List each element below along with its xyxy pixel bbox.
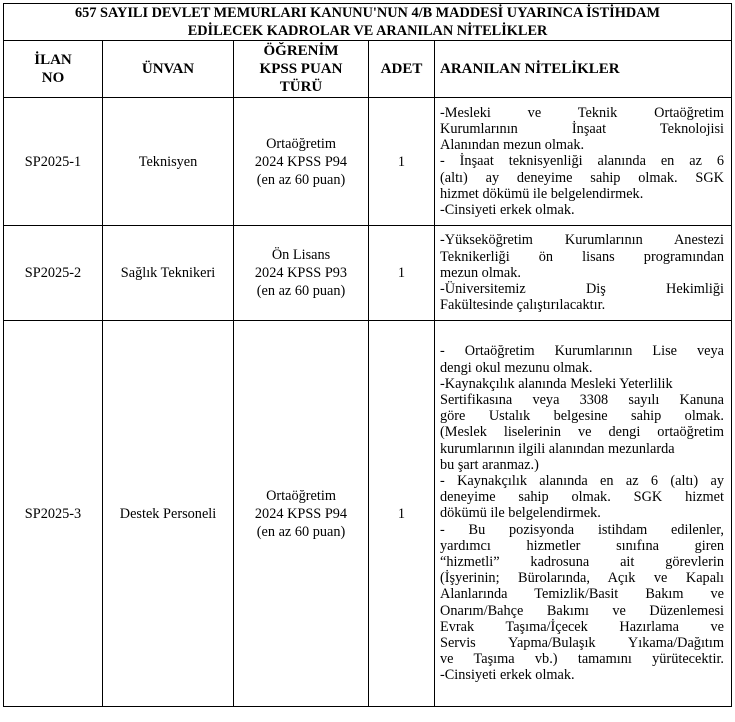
requirement-line: (İşyerinin; Bürolarında, Açık ve Kapalı xyxy=(440,570,724,587)
kpss-line: 2024 KPSS P93 xyxy=(254,265,348,281)
requirement-line: - Ortaöğretim Kurumlarının Lise veya xyxy=(440,343,724,360)
header-unvan-label: ÜNVAN xyxy=(141,61,195,77)
requirement-line: kurumlarının ilgili alanından mezunlarda xyxy=(440,440,675,457)
adet-cell: 1 xyxy=(369,98,435,226)
kpss-line: 2024 KPSS P94 xyxy=(254,153,348,170)
requirement-line: dökümü ile belgelendirmek. xyxy=(440,505,601,522)
requirement-line: “hizmetli” kadrosuna ait görevlerin xyxy=(440,554,724,570)
requirement-line: -Mesleki ve Teknik Ortaöğretim xyxy=(440,104,724,121)
header-kpss-line-2: KPSS PUAN xyxy=(259,61,343,77)
requirement-line: Teknikerliği ön lisans programından xyxy=(440,248,724,265)
header-kpss-line-1: ÖĞRENİM xyxy=(263,43,339,59)
adet-cell: 1 xyxy=(369,321,435,707)
header-nitelikler xyxy=(435,41,732,98)
adet-cell: 1 xyxy=(369,226,435,321)
table-row xyxy=(4,98,732,226)
nitelikler-cell xyxy=(435,98,732,226)
ilan-no-cell: SP2025-1 xyxy=(4,98,103,226)
requirement-line: bu şart aranmaz.) xyxy=(440,456,539,473)
header-ilan-no-line-1: İLAN xyxy=(34,52,72,68)
kpss-line: (en az 60 puan) xyxy=(256,171,346,188)
requirement-line: -Yükseköğretim Kurumlarının Anestezi xyxy=(440,232,724,249)
requirement-line: ve Taşıma vb.) tamamını yürütecektir. xyxy=(440,651,724,668)
kpss-line: (en az 60 puan) xyxy=(256,283,346,299)
nitelikler-cell xyxy=(435,321,732,707)
requirement-line: -Cinsiyeti erkek olmak. xyxy=(440,202,575,218)
requirement-line: hizmet dökümü ile belgelendirmek. xyxy=(440,185,644,202)
unvan-cell: Teknisyen xyxy=(103,98,234,226)
requirement-line: Servis Yapma/Bulaşık Yıkama/Dağıtım xyxy=(440,635,724,652)
requirement-line: Evrak Taşıma/İçecek Hazırlama ve xyxy=(440,618,724,635)
requirement-line: - Bu pozisyonda istihdam edilenler, xyxy=(440,521,724,538)
header-adet-label: ADET xyxy=(380,61,423,77)
requirement-line: Onarım/Bahçe Bakımı ve Düzenlemesi xyxy=(440,602,724,619)
requirement-line: Fakültesinde çalıştırılacaktır. xyxy=(440,297,606,314)
requirement-line: -Cinsiyeti erkek olmak. xyxy=(440,667,575,684)
requirement-line: Sertifikasına veya 3308 sayılı Kanuna xyxy=(440,391,724,408)
requirement-line: yardımcı hizmetler sınıfına giren xyxy=(440,537,724,554)
requirement-line: (altı) ay deneyime sahip olmak. SGK xyxy=(440,169,724,186)
requirement-line: -Kaynakçılık alanında Mesleki Yeterlilik xyxy=(440,375,673,392)
requirement-line: - İnşaat teknisyenliği alanında en az 6 xyxy=(440,153,724,170)
kpss-line: (en az 60 puan) xyxy=(256,523,346,540)
kpss-cell xyxy=(234,226,369,321)
header-kpss xyxy=(234,41,369,98)
title-line-1: 657 SAYILI DEVLET MEMURLARI KANUNU'NUN 4/B MADDESİ UYARINCA İSTİHDAM xyxy=(75,5,660,21)
unvan-cell: Sağlık Teknikeri xyxy=(103,226,234,321)
kpss-line: Ortaöğretim xyxy=(266,487,336,504)
unvan-cell: Destek Personeli xyxy=(103,321,234,707)
nitelikler-cell xyxy=(435,226,732,321)
kpss-line: Ön Lisans xyxy=(271,247,331,263)
kpss-cell xyxy=(234,321,369,707)
header-row xyxy=(4,41,732,98)
requirement-line: -Üniversitemiz Diş Hekimliği xyxy=(440,281,724,298)
table-row xyxy=(4,226,732,321)
kpss-line: Ortaöğretim xyxy=(266,135,336,152)
ilan-no-cell: SP2025-2 xyxy=(4,226,103,321)
positions-table xyxy=(3,3,732,707)
requirement-line: dengi okul mezunu olmak. xyxy=(440,359,593,376)
requirement-line: Kurumlarının İnşaat Teknolojisi xyxy=(440,120,724,137)
header-kpss-line-3: TÜRÜ xyxy=(279,79,323,95)
table-row xyxy=(4,321,732,707)
header-ilan-no-line-2: NO xyxy=(41,70,65,86)
ilan-no-cell: SP2025-3 xyxy=(4,321,103,707)
requirement-line: Alanlarında Temizlik/Basit Bakım ve xyxy=(440,586,724,603)
kpss-line: 2024 KPSS P94 xyxy=(254,505,348,522)
table-title xyxy=(4,4,732,41)
requirement-line: Alanından mezun olmak. xyxy=(440,137,585,154)
kpss-cell xyxy=(234,98,369,226)
requirement-line: deneyime sahip olmak. SGK hizmet xyxy=(440,489,724,506)
header-adet xyxy=(369,41,435,98)
title-line-2: EDİLECEK KADROLAR VE ARANILAN NİTELİKLER xyxy=(187,23,548,39)
requirement-line: - Kaynakçılık alanında en az 6 (altı) ay xyxy=(440,472,724,489)
requirement-line: göre Ustalık belgesine sahip olmak. xyxy=(440,408,724,425)
header-unvan xyxy=(103,41,234,98)
header-nitelikler-label: ARANILAN NİTELİKLER xyxy=(440,61,620,77)
requirement-line: (Meslek liselerinin ve dengi ortaöğretim xyxy=(440,424,724,441)
header-ilan-no xyxy=(4,41,103,98)
requirement-line: mezun olmak. xyxy=(440,264,521,281)
